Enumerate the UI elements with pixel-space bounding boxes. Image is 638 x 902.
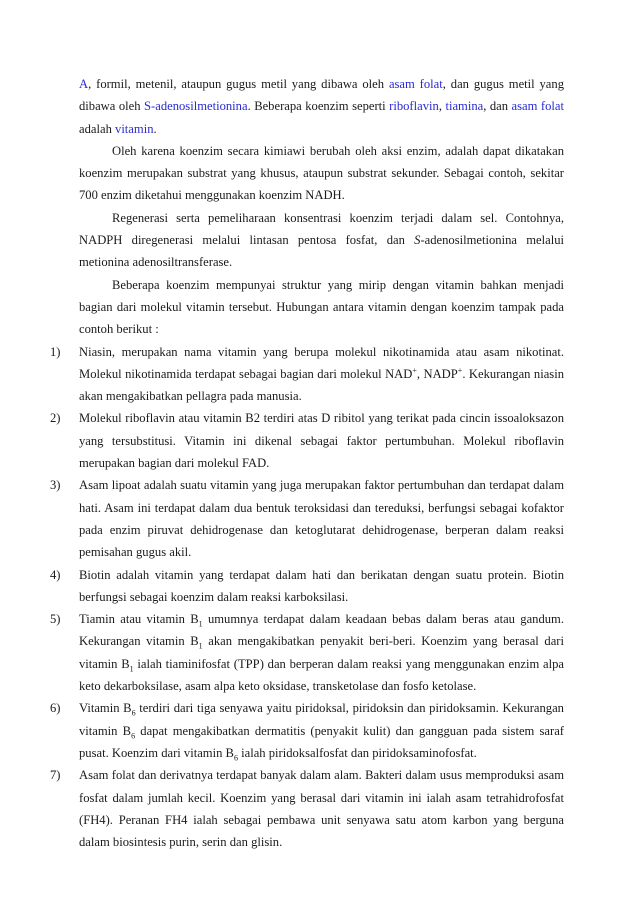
paragraph-koenzim-substrat: Oleh karena koenzim secara kimiawi berubah oleh aksi enzim, adalah dapat dikatakan koenzim merupakan substrat yang khusus, ataupun substrat sekunder. Sebagai contoh, sekitar 700 enzim diketahui menggunakan koenzim NADH. bbox=[79, 143, 564, 203]
list-item bbox=[50, 608, 564, 697]
link-tiamina[interactable]: tiamina bbox=[445, 99, 484, 114]
list-number: 3) bbox=[50, 478, 61, 493]
paragraph-vitamin-relation: Beberapa koenzim mempunyai struktur yang mirip dengan vitamin bahkan menjadi bagian dari molekul vitamin tersebut. Hubungan antara vitamin dengan koenzim tampak pada contoh berikut : bbox=[79, 277, 564, 337]
subscript: 1 bbox=[198, 619, 203, 629]
subscript: 6 bbox=[233, 753, 238, 763]
item-text: Tiamin atau vitamin B bbox=[79, 612, 199, 627]
list-item bbox=[50, 764, 564, 853]
item-text: . Kekurangan niasin akan mengakibatkan pellagra pada manusia. bbox=[79, 366, 565, 404]
item-text: ialah piridoksalfosfat dan piridoksaminofosfat. bbox=[237, 745, 477, 760]
list-number: 4) bbox=[50, 567, 61, 582]
subscript: 1 bbox=[198, 641, 203, 651]
paragraph-cofactor-groups bbox=[79, 73, 564, 140]
paragraph-text: , dan bbox=[483, 99, 512, 114]
list-item bbox=[50, 564, 564, 609]
list-item bbox=[50, 407, 564, 474]
list-number: 7) bbox=[50, 768, 61, 783]
paragraph-text: , formil, metenil, ataupun gugus metil yang dibawa oleh bbox=[88, 77, 389, 91]
subscript: 6 bbox=[131, 708, 136, 718]
item-text: dapat mengakibatkan dermatitis (penyakit kulit) dan gangguan pada sistem saraf pusat. Koenzim dari vitamin B bbox=[79, 723, 564, 760]
paragraph-text: . bbox=[153, 121, 157, 136]
item-text: Asam lipoat adalah suatu vitamin yang juga merupakan faktor pertumbuhan dan terdapat dalam hati. Asam ini terdapat dalam dua bentuk teroksidasi dan tereduksi, berfungsi sebagai kofaktor pada enzim piruvat dehidrogenase dan ketoglutarat dehidrogenase, berperan dalam reaksi pemisahan gugus akil. bbox=[79, 478, 564, 560]
item-text: Asam folat dan derivatnya terdapat banyak dalam alam. Bakteri dalam usus memproduksi asam fosfat dalam jumlah kecil. Koenzim yang berasal dari vitamin ini ialah asam tetrahidrofosfat (FH4). Peranan FH4 ialah sebagai pembawa unit senyawa satu atom karbon yang berguna dalam biosintesis purin, serin dan glisin. bbox=[79, 768, 564, 850]
subscript: 1 bbox=[129, 664, 134, 674]
italic-s: S bbox=[414, 233, 421, 248]
paragraph-text: . Beberapa koenzim seperti bbox=[247, 99, 390, 114]
paragraph-regenerasi bbox=[79, 207, 564, 274]
link-a[interactable]: A bbox=[79, 77, 89, 91]
paragraph-text: Regenerasi serta pemeliharaan konsentrasi koenzim terjadi dalam sel. Contohnya, NADPH diregenerasi melalui lintasan pentosa fosfat, dan bbox=[79, 210, 564, 248]
item-text: Biotin adalah vitamin yang terdapat dalam hati dan berikatan dengan suatu protein. Biotin berfungsi sebagai koenzim dalam reaksi karboksilasi. bbox=[79, 567, 564, 604]
list-number: 2) bbox=[50, 411, 61, 426]
list-item bbox=[50, 474, 564, 563]
link-vitamin[interactable]: vitamin bbox=[115, 121, 154, 136]
item-text: terdiri dari tiga senyawa yaitu piridoksal, piridoksin dan piridoksamin. Kekurangan vitamin B bbox=[79, 701, 564, 738]
document-body bbox=[50, 73, 565, 853]
list-item bbox=[50, 697, 564, 764]
item-text: Niasin, merupakan nama vitamin yang berupa molekul nikotinamida atau asam nikotinat. Molekul nikotinamida terdapat sebagai bagian dari molekul NAD bbox=[79, 344, 564, 381]
list-item bbox=[50, 341, 565, 408]
item-text: Molekul riboflavin atau vitamin B2 terdiri atas D ribitol yang terikat pada cincin issoaloksazon yang tersubstitusi. Vitamin ini dikenal sebagai faktor pertumbuhan. Molekul riboflavin merupakan bagian dari molekul FAD. bbox=[79, 411, 564, 471]
link-s-adenosilmetionina[interactable]: S-adenosilmetionina bbox=[144, 99, 248, 114]
link-asam-folat-2[interactable]: asam folat bbox=[511, 99, 564, 114]
item-text: umumnya terdapat dalam keadaan bebas dalam beras atau gandum. Kekurangan vitamin B bbox=[79, 612, 564, 649]
paragraph-text: , dan gugus metil yang dibawa oleh bbox=[79, 77, 564, 114]
item-text: ialah tiaminifosfat (TPP) dan berperan dalam reaksi yang menggunakan enzim alpa keto dekarboksilase, asam alpa keto oksidase, transketolase dan fosfo ketolase. bbox=[79, 656, 564, 694]
list-number: 1) bbox=[50, 344, 61, 359]
link-asam-folat[interactable]: asam folat bbox=[388, 77, 443, 91]
item-text: Vitamin B bbox=[79, 701, 132, 716]
subscript: 6 bbox=[131, 731, 136, 741]
paragraph-text: adalah bbox=[79, 121, 116, 136]
vitamin-list bbox=[50, 341, 565, 854]
link-riboflavin[interactable]: riboflavin bbox=[389, 99, 439, 114]
item-text: , NADP bbox=[416, 366, 458, 381]
superscript: + bbox=[412, 365, 417, 375]
list-number: 6) bbox=[50, 701, 61, 716]
superscript: + bbox=[457, 365, 463, 375]
paragraph-text: -adenosilmetionina melalui metionina adenosiltransferase. bbox=[79, 233, 564, 270]
item-text: akan mengakibatkan penyakit beri-beri. Koenzim yang berasal dari vitamin B bbox=[79, 634, 564, 671]
list-number: 5) bbox=[50, 612, 61, 627]
paragraph-text: , bbox=[438, 99, 446, 114]
